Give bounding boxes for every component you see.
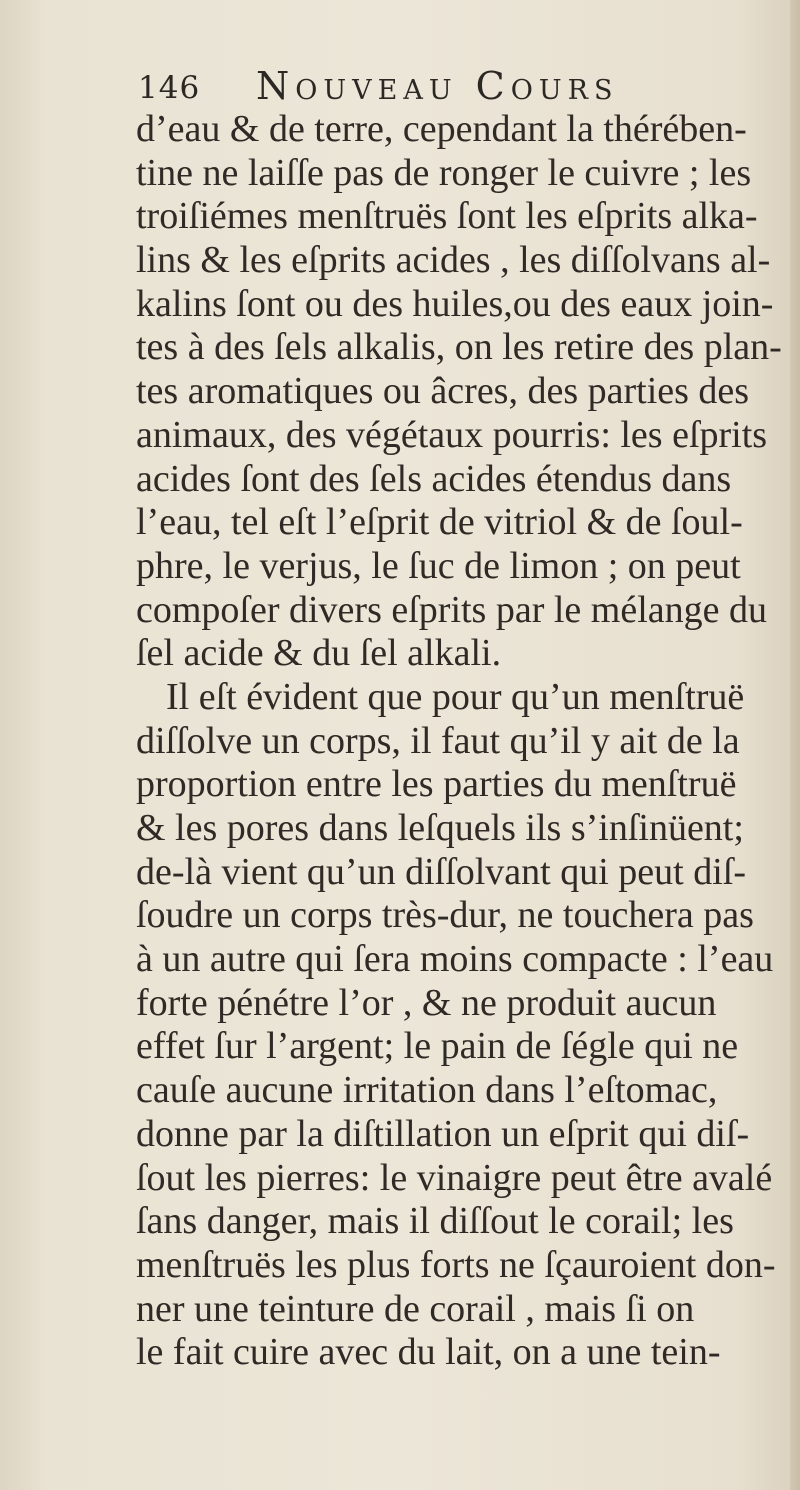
text-line: effet ſur l’argent; le pain de ſégle qui ne xyxy=(136,1025,739,1068)
text-line: kalins ſont ou des huiles,ou des eaux join- xyxy=(136,282,774,325)
text-line: à un autre qui ſera moins compacte : l’eau xyxy=(136,938,774,981)
text-line: forte pénétre l’or , & ne produit aucun xyxy=(136,981,717,1024)
text-line: tes aromatiques ou âcres, des parties des xyxy=(136,370,750,413)
paragraph-start-line: Il eſt évident que pour qu’un menſtruë xyxy=(166,675,745,718)
text-line: lins & les eſprits acides , les diſſolvans al- xyxy=(136,239,771,282)
text-line: & les pores dans leſquels ils s’inſinüent; xyxy=(136,807,744,849)
text-line: ſans danger, mais il diſſout le corail; les xyxy=(136,1200,734,1243)
text-line: proportion entre les parties du menſtruë xyxy=(136,763,737,806)
running-head xyxy=(138,64,698,114)
text-line: menſtruës les plus forts ne ſçauroient don- xyxy=(136,1243,776,1286)
text-line: le fait cuire avec du lait, on a une tein- xyxy=(136,1331,721,1374)
text-line: ſout les pierres: le vinaigre peut être avalé xyxy=(136,1156,773,1199)
page-number: 146 xyxy=(138,70,201,106)
text-line: donne par la diſtillation un eſprit qui diſ- xyxy=(136,1112,750,1155)
text-line: d’eau & de terre, cependant la thérében- xyxy=(136,108,747,150)
text-line: compoſer divers eſprits par le mélange du xyxy=(136,588,768,631)
text-line: cauſe aucune irritation dans l’eſtomac, xyxy=(136,1069,718,1112)
text-line: l’eau, tel eſt l’eſprit de vitriol & de ſoul- xyxy=(136,501,743,544)
text-line: diſſolve un corps, il faut qu’il y ait de la xyxy=(136,719,740,762)
text-line: de-là vient qu’un diſſolvant qui peut diſ- xyxy=(136,850,746,893)
text-line: ner une teinture de corail , mais ſi on xyxy=(136,1287,695,1330)
header-title: Nouveau Cours xyxy=(256,64,619,108)
text-line: tes à des ſels alkalis, on les retire des plan- xyxy=(136,326,782,369)
text-line: ſoudre un corps très-dur, ne touchera pas xyxy=(136,894,754,937)
page-edge xyxy=(790,0,800,1490)
text-line: acides ſont des ſels acides étendus dans xyxy=(136,457,732,500)
text-line: animaux, des végétaux pourris: les eſprits xyxy=(136,413,768,456)
text-line: ſel acide & du ſel alkali. xyxy=(136,632,502,675)
text-line: phre, le verjus, le ſuc de limon ; on peut xyxy=(136,544,741,587)
text-line: troiſiémes menſtruës ſont les eſprits alka- xyxy=(136,195,758,238)
text-line: tine ne laiſſe pas de ronger le cuivre ; les xyxy=(136,151,752,194)
body-text xyxy=(136,108,782,1375)
